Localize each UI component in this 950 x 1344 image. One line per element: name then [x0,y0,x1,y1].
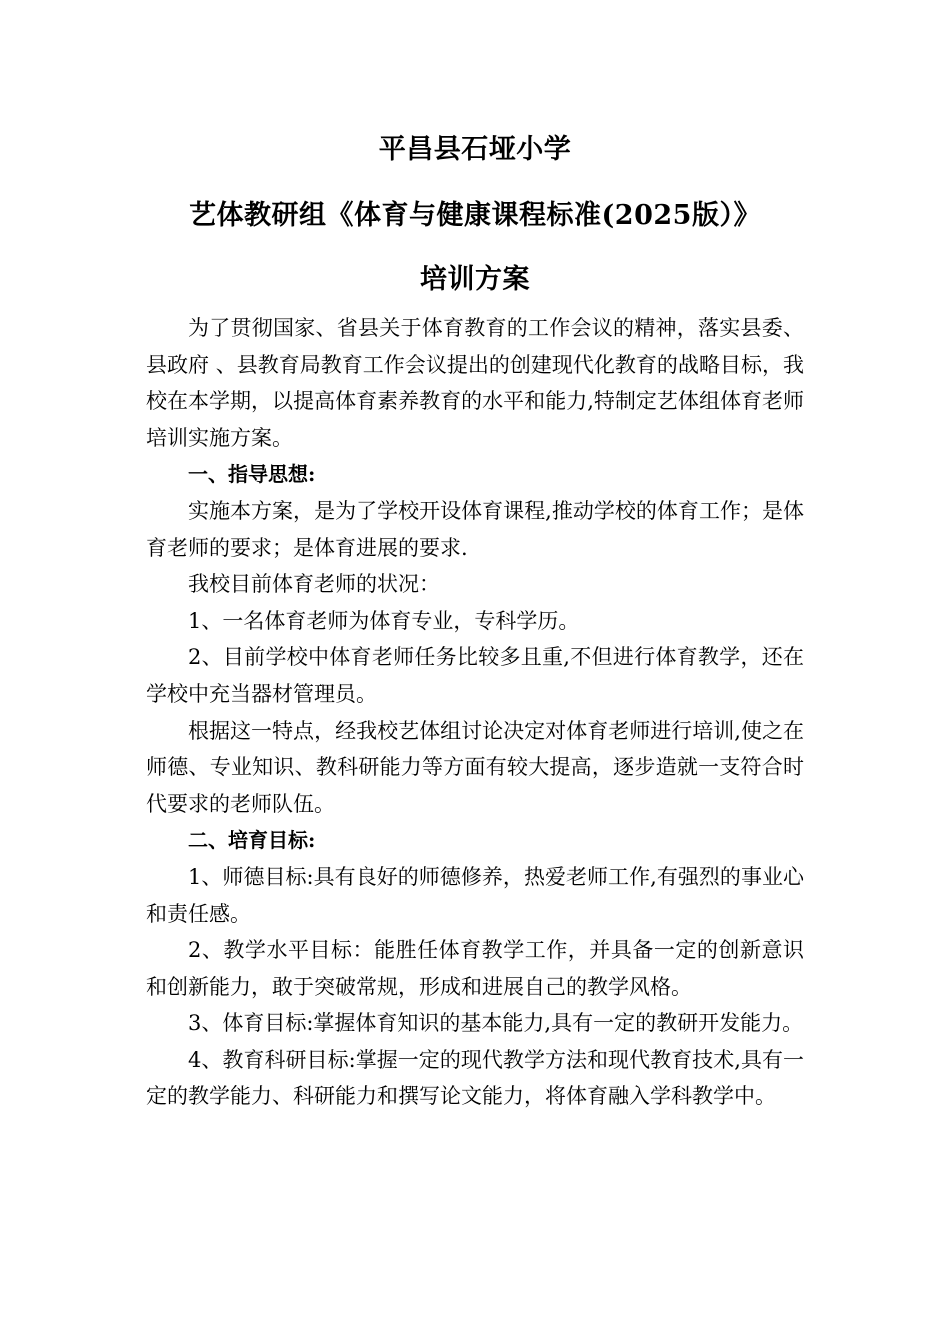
training-decision-paragraph: 根据这一特点，经我校艺体组讨论决定对体育老师进行培训,使之在师德、专业知识、教科研能力等方面有较大提高，逐步造就一支符合时代要求的老师队伍。 [146,718,804,816]
goal-item-1: 1、师德目标:具有良好的师德修养，热爱老师工作,有强烈的事业心和责任感。 [146,864,804,926]
document-body [146,310,804,1115]
section-heading-training-goals: 二、培育目标: [188,828,316,853]
teacher-status-item-2: 2、目前学校中体育老师任务比较多且重,不但进行体育教学，还在学校中充当器材管理员。 [146,645,804,706]
goal-item-3: 3、体育目标:掌握体育知识的基本能力,具有一定的教研开发能力。 [188,1011,804,1036]
section-heading-guiding-ideology: 一、指导思想: [188,462,316,487]
goal-item-2: 2、教学水平目标：能胜任体育教学工作，并具备一定的创新意识和创新能力，敢于突破常规，形成和进展自己的教学风格。 [146,938,804,999]
document-heading: 培训方案 [420,264,530,295]
school-name-title: 平昌县石垭小学 [378,134,572,165]
guiding-ideology-paragraph: 实施本方案，是为了学校开设体育课程,推动学校的体育工作；是体育老师的要求；是体育进展的要求. [146,498,804,560]
document-subtitle: 艺体教研组《体育与健康课程标准(2025版）》 [189,200,761,231]
teacher-status-paragraph: 我校目前体育老师的状况： [188,572,440,597]
intro-paragraph: 为了贯彻国家、省县关于体育教育的工作会议的精神，落实县委、县政府 、县教育局教育工作会议提出的创建现代化教育的战略目标，我校在本学期，以提高体育素养教育的水平和能力,特制定艺体组体育老师培训实施方案。 [146,316,804,450]
teacher-status-item-1: 1、一名体育老师为体育专业，专科学历。 [188,608,580,633]
goal-item-4: 4、教育科研目标:掌握一定的现代教学方法和现代教育技术,具有一定的教学能力、科研能力和撰写论文能力，将体育融入学科教学中。 [146,1047,804,1109]
